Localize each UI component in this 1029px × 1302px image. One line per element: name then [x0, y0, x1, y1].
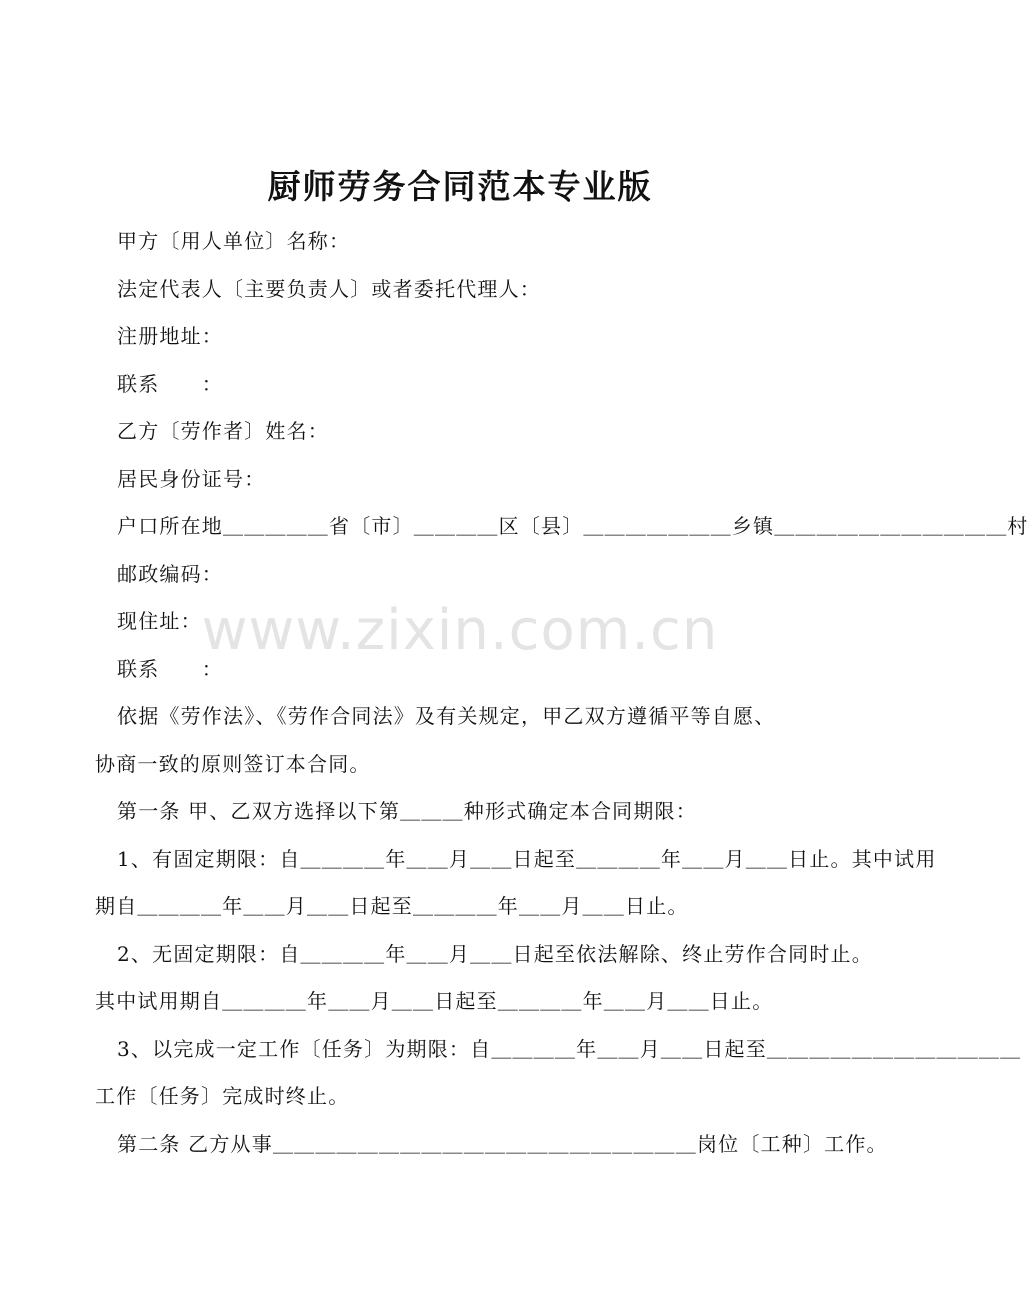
article-1-heading: 第一条 甲、乙双方选择以下第＿＿＿种形式确定本合同期限：	[117, 799, 697, 823]
article-1-item-3-line-1: 3、以完成一定工作〔任务〕为期限：自＿＿＿＿年＿＿月＿＿日起至＿＿＿＿＿＿＿＿＿＿＿＿	[117, 1036, 1022, 1061]
article-2-line: 第二条 乙方从事＿＿＿＿＿＿＿＿＿＿＿＿＿＿＿＿＿＿＿＿岗位〔工种〕工作。	[117, 1131, 888, 1156]
id-number-line: 居民身份证号：	[117, 466, 266, 491]
article-1-item-2-line-2: 其中试用期自＿＿＿＿年＿＿月＿＿日起至＿＿＿＿年＿＿月＿＿日止。	[95, 989, 774, 1013]
household-registration-line: 户口所在地＿＿＿＿＿省〔市〕＿＿＿＿区〔县〕＿＿＿＿＿＿＿乡镇＿＿＿＿＿＿＿＿＿＿＿村	[117, 514, 1029, 538]
preamble-line-1: 依据《劳作法》、《劳作合同法》及有关规定，甲乙双方遵循平等自愿、	[117, 704, 776, 728]
party-a-contact-line: 联系 ：	[117, 371, 223, 396]
article-1-item-3-line-2: 工作〔任务〕完成时终止。	[95, 1084, 350, 1108]
legal-representative-line: 法定代表人〔主要负责人〕或者委托代理人：	[117, 276, 541, 301]
party-b-name-line: 乙方〔劳作者〕姓名：	[117, 419, 329, 443]
document-title: 厨师劳务合同范本专业版	[267, 167, 653, 206]
current-address-line: 现住址：	[117, 609, 202, 633]
preamble-line-2: 协商一致的原则签订本合同。	[95, 751, 371, 776]
registered-address-line: 注册地址：	[117, 324, 223, 348]
watermark-text: www.zixin.com.cn	[201, 598, 719, 663]
article-1-item-2-line-1: 2、无固定期限：自＿＿＿＿年＿＿月＿＿日起至依法解除、终止劳作合同时止。	[117, 941, 873, 966]
party-a-name-line: 甲方〔用人单位〕名称：	[117, 229, 351, 253]
party-b-contact-line: 联系 ：	[117, 656, 223, 681]
article-1-item-1-line-2: 期自＿＿＿＿年＿＿月＿＿日起至＿＿＿＿年＿＿月＿＿日止。	[95, 894, 689, 918]
article-1-item-1-line-1: 1、有固定期限：自＿＿＿＿年＿＿月＿＿日起至＿＿＿＿年＿＿月＿＿日止。其中试用	[117, 846, 937, 871]
postal-code-line: 邮政编码：	[117, 561, 223, 586]
